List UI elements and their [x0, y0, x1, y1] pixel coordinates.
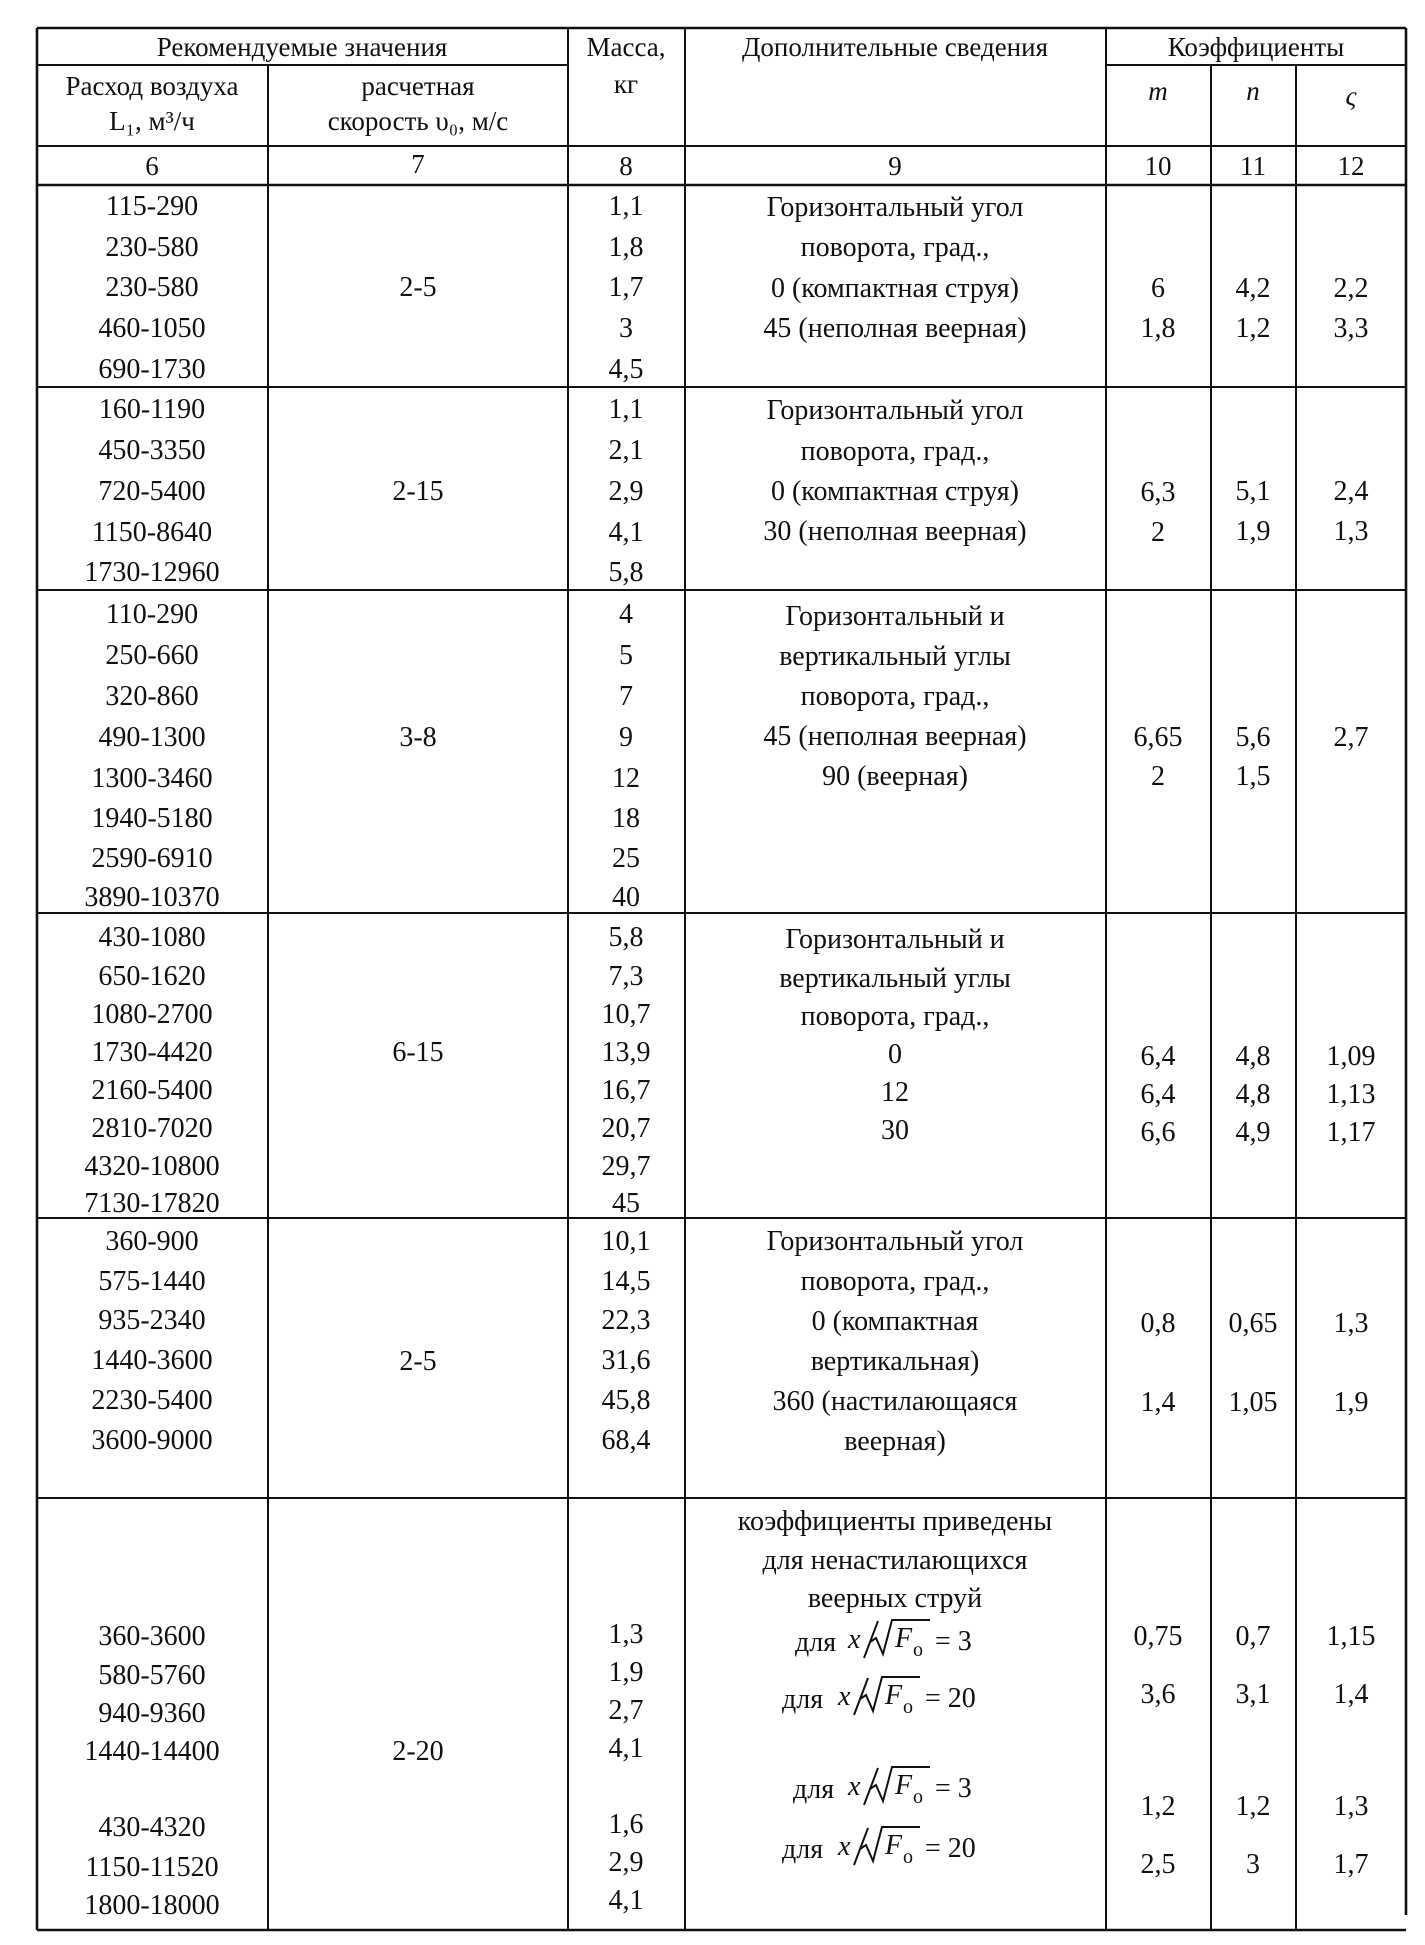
mass-value: 31,6: [601, 1345, 651, 1376]
header-mass-line1: Масса,: [586, 32, 666, 62]
mass-value: 13,9: [601, 1037, 651, 1068]
coef-n-value: 4,2: [1235, 273, 1271, 304]
airflow-value: 575-1440: [98, 1266, 206, 1297]
mass-value: 4,1: [608, 1885, 644, 1916]
coef-zeta-value: 2,2: [1333, 273, 1369, 304]
info-line: Горизонтальный и: [785, 601, 1005, 632]
info-line: поворота, град.,: [800, 1266, 990, 1297]
airflow-value: 360-3600: [98, 1621, 206, 1652]
column-number: 11: [1240, 151, 1266, 181]
info-line: 0: [888, 1039, 902, 1070]
coef-n-value: 1,2: [1235, 1791, 1271, 1822]
info-line: поворота, град.,: [800, 1001, 990, 1032]
row-group-4: [84, 922, 1375, 1219]
formula-x: x: [848, 1624, 861, 1655]
info-line: 0 (компактная струя): [770, 476, 1020, 507]
coef-m-value: 6,6: [1140, 1117, 1176, 1148]
coef-zeta-value: 1,7: [1333, 1849, 1369, 1880]
airflow-value: 1730-12960: [84, 557, 220, 588]
info-line: Горизонтальный угол: [766, 192, 1024, 223]
airflow-value: 1080-2700: [91, 999, 213, 1030]
coef-m-value: 3,6: [1140, 1679, 1176, 1710]
mass-value: 7: [619, 681, 633, 712]
column-number: 7: [411, 149, 425, 179]
formula-x-over-sqrt-fo: [793, 1767, 972, 1808]
speed-value: 2-20: [392, 1736, 444, 1767]
coef-m-value: 1,4: [1140, 1387, 1176, 1418]
formula-prefix: для: [795, 1627, 837, 1658]
speed-value: 3-8: [399, 722, 437, 753]
info-line: вертикальный углы: [779, 641, 1011, 672]
formula-f: F: [885, 1830, 903, 1861]
header-coef-m: m: [1148, 76, 1168, 106]
info-line: коэффициенты приведены: [737, 1506, 1053, 1537]
column-number: 9: [888, 151, 902, 181]
info-line: 45 (неполная веерная): [763, 721, 1027, 752]
formula-rhs: = 20: [925, 1683, 976, 1714]
formula-sub-o: o: [903, 1846, 913, 1868]
info-line: 0 (компактная струя): [770, 273, 1020, 304]
coef-n-value: 0,7: [1235, 1621, 1271, 1652]
coef-m-value: 6: [1151, 273, 1165, 304]
info-line: вертикальный углы: [779, 963, 1011, 994]
formula-sub-o: o: [913, 1786, 923, 1808]
info-line: 0 (компактная: [811, 1306, 979, 1337]
mass-value: 1,7: [608, 272, 644, 303]
row-group-3: [84, 599, 1368, 913]
header-coef-zeta: ς: [1345, 81, 1357, 111]
formula-x: x: [848, 1771, 861, 1802]
info-line: вертикальная): [810, 1346, 980, 1377]
table-header: [66, 32, 1365, 181]
airflow-value: 650-1620: [98, 961, 206, 992]
column-number: 12: [1337, 151, 1365, 181]
airflow-value: 1800-18000: [84, 1890, 220, 1921]
coef-n-value: 0,65: [1228, 1308, 1278, 1339]
mass-value: 1,8: [608, 232, 644, 263]
airflow-value: 2590-6910: [91, 843, 213, 874]
airflow-value: 2230-5400: [91, 1385, 213, 1416]
coef-m-value: 1,2: [1140, 1791, 1176, 1822]
mass-value: 1,1: [608, 394, 644, 425]
coef-n-value: 4,8: [1235, 1079, 1271, 1110]
airflow-value: 230-580: [105, 232, 199, 263]
header-airflow-line1: Расход воздуха: [65, 71, 239, 101]
coef-zeta-value: 1,13: [1326, 1079, 1376, 1110]
airflow-value: 160-1190: [98, 394, 206, 425]
airflow-value: 450-3350: [98, 435, 206, 466]
coef-m-value: 0,8: [1140, 1308, 1176, 1339]
mass-value: 22,3: [601, 1305, 651, 1336]
speed-value: 6-15: [392, 1037, 444, 1068]
formula-prefix: для: [793, 1774, 835, 1805]
table-grid: [37, 28, 1406, 1930]
airflow-value: 490-1300: [98, 722, 206, 753]
airflow-value: 430-4320: [98, 1812, 206, 1843]
mass-value: 10,1: [601, 1226, 651, 1257]
info-line: 12: [881, 1077, 909, 1108]
coef-n-value: 4,8: [1235, 1041, 1271, 1072]
mass-value: 3: [619, 313, 633, 344]
formula-x-over-sqrt-fo: [795, 1620, 972, 1661]
coef-zeta-value: 1,9: [1333, 1387, 1369, 1418]
mass-value: 1,9: [608, 1657, 644, 1688]
mass-value: 5,8: [608, 557, 644, 588]
info-line: 30: [881, 1115, 909, 1146]
mass-value: 7,3: [608, 961, 644, 992]
mass-value: 5: [619, 640, 633, 671]
airflow-value: 460-1050: [98, 313, 206, 344]
mass-value: 45: [612, 1188, 640, 1219]
formula-x: x: [838, 1681, 851, 1712]
formula-x: x: [838, 1831, 851, 1862]
airflow-value: 230-580: [105, 272, 199, 303]
mass-value: 4,5: [608, 354, 644, 385]
coef-m-value: 2,5: [1140, 1849, 1176, 1880]
row-group-1: [98, 191, 1368, 385]
mass-value: 2,1: [608, 435, 644, 466]
mass-value: 29,7: [601, 1151, 651, 1182]
coef-zeta-value: 1,3: [1333, 516, 1369, 547]
airflow-value: 3600-9000: [91, 1425, 213, 1456]
coef-zeta-value: 1,3: [1333, 1308, 1369, 1339]
coef-m-value: 2: [1151, 761, 1165, 792]
info-line: Горизонтальный и: [785, 924, 1005, 955]
airflow-value: 360-900: [105, 1226, 199, 1257]
info-line: 45 (неполная веерная): [763, 313, 1027, 344]
info-line: для ненастилающихся: [762, 1545, 1028, 1576]
coef-n-value: 4,9: [1235, 1117, 1271, 1148]
mass-value: 2,7: [608, 1695, 644, 1726]
coef-m-value: 6,3: [1140, 477, 1176, 508]
mass-value: 45,8: [601, 1385, 651, 1416]
airflow-value: 1440-3600: [91, 1345, 213, 1376]
formula-rhs: = 20: [925, 1833, 976, 1864]
mass-value: 20,7: [601, 1113, 651, 1144]
info-line: поворота, град.,: [800, 681, 990, 712]
coef-zeta-value: 1,3: [1333, 1791, 1369, 1822]
mass-value: 1,3: [608, 1619, 644, 1650]
mass-value: 40: [612, 882, 640, 913]
header-mass-line2: кг: [613, 69, 639, 99]
coef-zeta-value: 2,7: [1333, 722, 1369, 753]
column-number: 6: [145, 151, 159, 181]
airflow-value: 250-660: [105, 640, 199, 671]
coef-zeta-value: 3,3: [1333, 313, 1369, 344]
formula-sub-o: o: [913, 1639, 923, 1661]
header-recommended: Рекомендуемые значения: [156, 32, 448, 62]
airflow-value: 940-9360: [98, 1698, 206, 1729]
airflow-value: 3890-10370: [84, 882, 220, 913]
mass-value: 10,7: [601, 999, 651, 1030]
mass-value: 12: [612, 763, 640, 794]
header-column-numbers: [145, 149, 1364, 181]
airflow-value: 110-290: [105, 599, 199, 630]
row-group-2: [84, 394, 1368, 588]
speed-value: 2-5: [399, 272, 437, 303]
coef-n-value: 1,2: [1235, 313, 1271, 344]
coef-zeta-value: 1,15: [1326, 1621, 1376, 1652]
airflow-value: 1150-8640: [91, 517, 213, 548]
airflow-value: 1440-14400: [84, 1736, 220, 1767]
airflow-value: 2160-5400: [91, 1075, 213, 1106]
coef-zeta-value: 1,17: [1326, 1117, 1376, 1148]
mass-value: 25: [612, 843, 640, 874]
row-group-6: [84, 1506, 1375, 1921]
mass-value: 68,4: [601, 1425, 651, 1456]
mass-value: 4: [619, 599, 633, 630]
coef-n-value: 3: [1246, 1849, 1260, 1880]
mass-value: 2,9: [608, 1847, 644, 1878]
row-group-5: [91, 1226, 1368, 1457]
mass-value: 4,1: [608, 517, 644, 548]
coef-m-value: 0,75: [1133, 1621, 1183, 1652]
mass-value: 14,5: [601, 1266, 651, 1297]
coef-m-value: 6,4: [1140, 1079, 1176, 1110]
column-number: 10: [1144, 151, 1172, 181]
airflow-value: 935-2340: [98, 1305, 206, 1336]
coef-n-value: 1,9: [1235, 516, 1271, 547]
formula-x-over-sqrt-fo: [782, 1677, 976, 1718]
airflow-value: 1730-4420: [91, 1037, 213, 1068]
info-line: Горизонтальный угол: [766, 395, 1024, 426]
airflow-value: 2810-7020: [91, 1113, 213, 1144]
speed-value: 2-15: [392, 476, 444, 507]
formula-rhs: = 3: [935, 1626, 972, 1657]
airflow-value: 1940-5180: [91, 803, 213, 834]
airflow-value: 320-860: [105, 681, 199, 712]
mass-value: 9: [619, 722, 633, 753]
header-coef-n: n: [1246, 76, 1260, 106]
column-number: 8: [619, 151, 633, 181]
info-line: поворота, град.,: [800, 436, 990, 467]
info-line: 360 (настилающаяся: [772, 1386, 1018, 1417]
coef-n-value: 3,1: [1235, 1679, 1271, 1710]
speed-value: 2-5: [399, 1346, 437, 1377]
airflow-value: 690-1730: [98, 354, 206, 385]
airflow-value: 1150-11520: [85, 1852, 219, 1883]
coef-zeta-value: 2,4: [1333, 476, 1369, 507]
coef-m-value: 6,65: [1133, 722, 1183, 753]
mass-value: 16,7: [601, 1075, 651, 1106]
coef-n-value: 5,6: [1235, 722, 1271, 753]
mass-value: 4,1: [608, 1733, 644, 1764]
airflow-value: 1300-3460: [91, 763, 213, 794]
info-line: 90 (веерная): [822, 761, 968, 792]
info-line: веерная): [844, 1426, 946, 1457]
mass-value: 1,6: [608, 1809, 644, 1840]
airflow-value: 4320-10800: [84, 1151, 220, 1182]
formula-rhs: = 3: [935, 1773, 972, 1804]
info-line: 30 (неполная веерная): [763, 516, 1027, 547]
airflow-value: 430-1080: [98, 922, 206, 953]
formula-f: F: [895, 1770, 913, 1801]
coef-zeta-value: 1,4: [1333, 1679, 1369, 1710]
header-speed-line2: скорость υ₀, м/с: [327, 106, 509, 136]
header-speed-line1: расчетная: [361, 71, 475, 101]
coef-m-value: 6,4: [1140, 1041, 1176, 1072]
coef-m-value: 2: [1151, 517, 1165, 548]
formula-x-over-sqrt-fo: [782, 1827, 976, 1868]
info-line: поворота, град.,: [800, 232, 990, 263]
formula-f: F: [895, 1623, 913, 1654]
airflow-value: 720-5400: [98, 476, 206, 507]
mass-value: 5,8: [608, 922, 644, 953]
header-extra-info: Дополнительные сведения: [741, 32, 1049, 62]
formula-prefix: для: [782, 1834, 824, 1865]
coef-n-value: 1,05: [1228, 1387, 1278, 1418]
mass-value: 18: [612, 803, 640, 834]
formula-prefix: для: [782, 1684, 824, 1715]
airflow-value: 7130-17820: [84, 1188, 220, 1219]
mass-value: 2,9: [608, 476, 644, 507]
info-line: веерных струй: [807, 1583, 983, 1614]
coef-m-value: 1,8: [1140, 313, 1176, 344]
coef-zeta-value: 1,09: [1326, 1041, 1376, 1072]
mass-value: 1,1: [608, 191, 644, 222]
header-airflow-line2: L₁, м³/ч: [109, 106, 195, 136]
header-coefficients: Коэффициенты: [1167, 32, 1345, 62]
coef-n-value: 1,5: [1235, 761, 1271, 792]
formula-f: F: [885, 1680, 903, 1711]
coef-n-value: 5,1: [1235, 476, 1271, 507]
airflow-value: 115-290: [105, 191, 199, 222]
info-line: Горизонтальный угол: [766, 1226, 1024, 1257]
airflow-value: 580-5760: [98, 1660, 206, 1691]
formula-sub-o: o: [903, 1696, 913, 1718]
